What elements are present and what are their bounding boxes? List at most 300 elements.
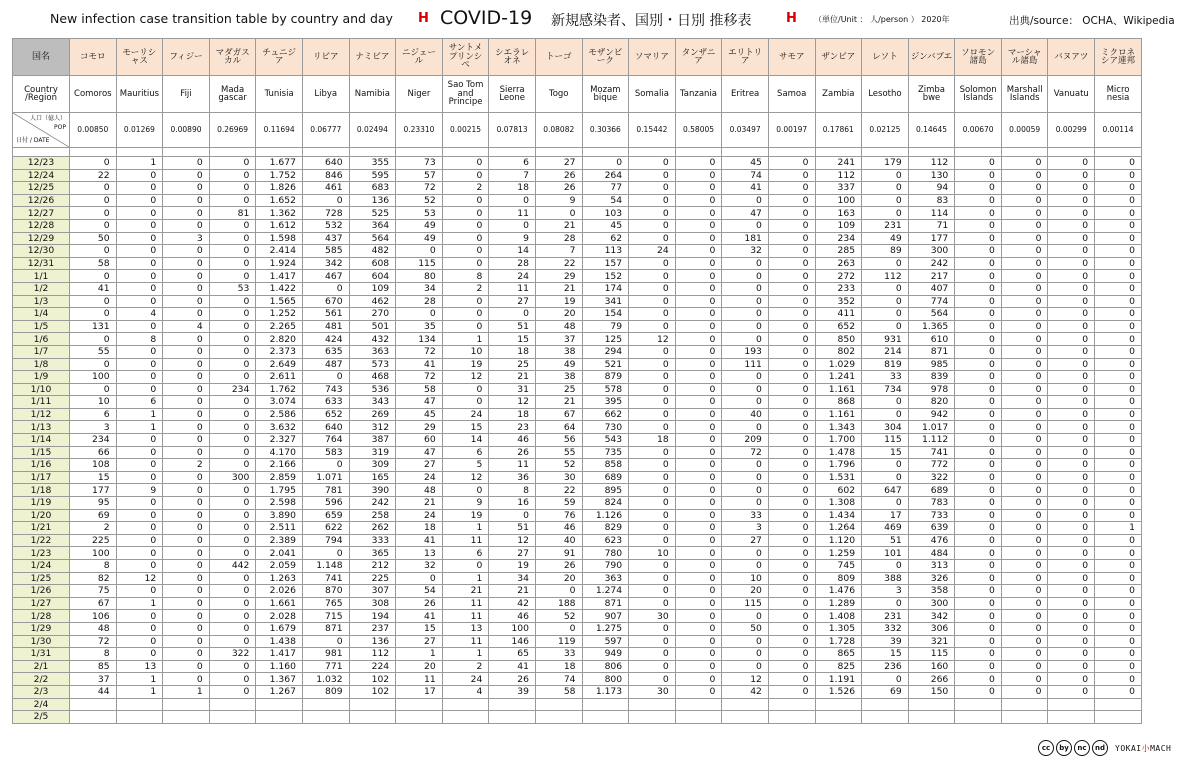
value-cell: 0 (675, 560, 722, 573)
value-cell: 1.071 (302, 471, 349, 484)
value-cell: 1.478 (815, 446, 862, 459)
value-cell: 0 (116, 219, 163, 232)
value-cell: 907 (582, 610, 629, 623)
value-cell: 774 (908, 295, 955, 308)
date-cell: 1/14 (13, 434, 70, 447)
value-cell: 2 (442, 182, 489, 195)
value-cell: 45 (582, 219, 629, 232)
country-name-en: Zambia (815, 76, 862, 113)
value-cell: 48 (396, 484, 443, 497)
value-cell: 0 (768, 219, 815, 232)
value-cell: 0 (1001, 320, 1048, 333)
value-cell: 978 (908, 383, 955, 396)
date-cell: 1/30 (13, 635, 70, 648)
value-cell: 0 (396, 245, 443, 258)
value-cell: 0 (442, 245, 489, 258)
value-cell: 0 (209, 421, 256, 434)
country-name-jp: バヌアツ (1048, 39, 1095, 76)
value-cell: 152 (582, 270, 629, 283)
value-cell: 1.434 (815, 509, 862, 522)
value-cell: 0 (675, 635, 722, 648)
value-cell: 0 (629, 660, 676, 673)
date-cell: 1/10 (13, 383, 70, 396)
value-cell: 0 (209, 522, 256, 535)
value-cell: 0 (675, 534, 722, 547)
value-cell: 0 (396, 308, 443, 321)
date-cell: 2/2 (13, 673, 70, 686)
value-cell: 0 (209, 509, 256, 522)
value-cell: 0 (768, 648, 815, 661)
country-name-en: Namibia (349, 76, 396, 113)
value-cell: 0 (722, 219, 769, 232)
value-cell: 0 (768, 459, 815, 472)
value-cell: 294 (582, 345, 629, 358)
table-row (13, 660, 1142, 673)
value-cell: 794 (302, 534, 349, 547)
value-cell: 49 (396, 232, 443, 245)
value-cell: 0 (1095, 182, 1142, 195)
value-cell: 482 (349, 245, 396, 258)
value-cell: 0 (163, 194, 210, 207)
value-cell: 0 (1048, 484, 1095, 497)
value-cell: 0 (862, 194, 909, 207)
value-cell: 0 (1001, 635, 1048, 648)
value-cell: 341 (582, 295, 629, 308)
value-cell: 0 (629, 282, 676, 295)
value-cell: 163 (815, 207, 862, 220)
value-cell: 0 (209, 358, 256, 371)
value-cell: 0 (1095, 383, 1142, 396)
value-cell: 0 (70, 308, 117, 321)
table-row (13, 333, 1142, 346)
population-cell: 0.07813 (489, 113, 536, 148)
spacer-cell (722, 148, 769, 157)
value-cell: 0 (1048, 673, 1095, 686)
date-cell: 1/21 (13, 522, 70, 535)
value-cell: 72 (396, 182, 443, 195)
value-cell: 1.120 (815, 534, 862, 547)
value-cell: 0 (955, 585, 1002, 598)
value-cell: 0 (862, 597, 909, 610)
value-cell: 12 (442, 371, 489, 384)
value-cell: 337 (815, 182, 862, 195)
value-cell: 1.259 (815, 547, 862, 560)
value-cell: 1 (442, 648, 489, 661)
value-cell: 76 (535, 509, 582, 522)
value-cell: 0 (302, 194, 349, 207)
value-cell: 0 (955, 396, 1002, 409)
value-cell: 9 (442, 497, 489, 510)
value-cell: 0 (442, 295, 489, 308)
value-cell: 0 (163, 345, 210, 358)
value-cell: 0 (675, 421, 722, 434)
population-cell: 0.14645 (908, 113, 955, 148)
value-cell: 0 (1095, 270, 1142, 283)
date-cell: 12/30 (13, 245, 70, 258)
value-cell: 0 (768, 522, 815, 535)
value-cell: 0 (209, 295, 256, 308)
value-cell: 34 (396, 282, 443, 295)
table-row (13, 572, 1142, 585)
value-cell (349, 711, 396, 724)
table-row (13, 320, 1142, 333)
value-cell: 652 (815, 320, 862, 333)
value-cell: 1.565 (256, 295, 303, 308)
value-cell: 3.074 (256, 396, 303, 409)
value-cell: 2 (70, 522, 117, 535)
value-cell: 69 (70, 509, 117, 522)
value-cell: 806 (582, 660, 629, 673)
unit-label: （単位/Unit ： 人/person ） 2020年 (814, 15, 950, 24)
value-cell: 0 (1048, 446, 1095, 459)
value-cell: 0 (955, 257, 1002, 270)
value-cell: 0 (163, 572, 210, 585)
value-cell: 0 (209, 219, 256, 232)
value-cell: 258 (349, 509, 396, 522)
value-cell: 0 (302, 547, 349, 560)
date-cell: 1/19 (13, 497, 70, 510)
value-cell: 0 (675, 660, 722, 673)
value-cell: 72 (722, 446, 769, 459)
value-cell: 481 (302, 320, 349, 333)
value-cell: 26 (535, 182, 582, 195)
value-cell: 0 (1095, 635, 1142, 648)
value-cell: 0 (116, 648, 163, 661)
value-cell: 610 (908, 333, 955, 346)
value-cell: 4 (163, 320, 210, 333)
value-cell: 741 (908, 446, 955, 459)
value-cell: 0 (1095, 610, 1142, 623)
table-row (13, 497, 1142, 510)
value-cell: 0 (629, 534, 676, 547)
value-cell: 39 (489, 685, 536, 698)
country-name-jp: コモロ (70, 39, 117, 76)
value-cell: 0 (1048, 207, 1095, 220)
value-cell: 0 (116, 257, 163, 270)
value-cell: 52 (535, 610, 582, 623)
value-cell: 0 (442, 396, 489, 409)
value-cell: 0 (209, 585, 256, 598)
table-row (13, 295, 1142, 308)
value-cell: 0 (1048, 648, 1095, 661)
value-cell: 53 (209, 282, 256, 295)
value-cell: 0 (629, 207, 676, 220)
value-cell: 0 (1048, 157, 1095, 170)
table-row (13, 685, 1142, 698)
value-cell: 0 (768, 320, 815, 333)
value-cell: 0 (1095, 371, 1142, 384)
value-cell: 0 (1095, 257, 1142, 270)
value-cell: 1.652 (256, 194, 303, 207)
value-cell: 0 (768, 497, 815, 510)
value-cell: 0 (768, 194, 815, 207)
value-cell (582, 711, 629, 724)
date-cell: 1/15 (13, 446, 70, 459)
value-cell: 0 (629, 219, 676, 232)
value-cell: 65 (489, 648, 536, 661)
value-cell: 521 (582, 358, 629, 371)
value-cell: 0 (768, 169, 815, 182)
value-cell: 25 (489, 358, 536, 371)
value-cell: 0 (209, 308, 256, 321)
value-cell: 0 (1095, 219, 1142, 232)
value-cell: 103 (582, 207, 629, 220)
value-cell (442, 711, 489, 724)
corner-population (13, 113, 70, 148)
value-cell: 30 (629, 685, 676, 698)
value-cell: 11 (442, 610, 489, 623)
value-cell: 114 (908, 207, 955, 220)
value-cell: 469 (862, 522, 909, 535)
value-cell: 868 (815, 396, 862, 409)
table-row (13, 345, 1142, 358)
value-cell: 0 (1001, 408, 1048, 421)
value-cell: 0 (209, 534, 256, 547)
value-cell: 269 (349, 408, 396, 421)
value-cell: 300 (209, 471, 256, 484)
value-cell: 0 (955, 522, 1002, 535)
value-cell (396, 711, 443, 724)
value-cell: 0 (675, 572, 722, 585)
corner-pop-line2: POP (54, 124, 66, 131)
value-cell: 319 (349, 446, 396, 459)
value-cell (209, 711, 256, 724)
value-cell: 16 (489, 497, 536, 510)
value-cell: 0 (163, 471, 210, 484)
value-cell: 388 (862, 572, 909, 585)
spacer-cell (489, 148, 536, 157)
table-row (13, 157, 1142, 170)
table-row (13, 219, 1142, 232)
value-cell: 0 (768, 308, 815, 321)
value-cell: 0 (768, 157, 815, 170)
value-cell: 0 (955, 169, 1002, 182)
value-cell: 11 (442, 597, 489, 610)
value-cell: 0 (768, 597, 815, 610)
date-cell: 1/23 (13, 547, 70, 560)
country-name-jp: トーゴ (535, 39, 582, 76)
value-cell: 0 (116, 282, 163, 295)
value-cell: 234 (209, 383, 256, 396)
value-cell: 363 (582, 572, 629, 585)
infection-table (12, 38, 1142, 724)
value-cell: 820 (908, 396, 955, 409)
value-cell: 0 (1001, 446, 1048, 459)
value-cell: 0 (1048, 534, 1095, 547)
value-cell: 0 (442, 257, 489, 270)
value-cell: 74 (722, 169, 769, 182)
value-cell: 309 (349, 459, 396, 472)
value-cell: 270 (349, 308, 396, 321)
date-cell: 1/24 (13, 560, 70, 573)
value-cell: 764 (302, 434, 349, 447)
value-cell: 0 (675, 622, 722, 635)
value-cell: 743 (302, 383, 349, 396)
value-cell: 0 (675, 597, 722, 610)
date-cell: 12/27 (13, 207, 70, 220)
value-cell: 333 (349, 534, 396, 547)
table-row (13, 459, 1142, 472)
value-cell (256, 711, 303, 724)
value-cell: 0 (675, 497, 722, 510)
value-cell: 573 (349, 358, 396, 371)
value-cell: 0 (768, 358, 815, 371)
value-cell: 24 (442, 408, 489, 421)
table-row (13, 471, 1142, 484)
value-cell (256, 698, 303, 711)
value-cell: 0 (675, 383, 722, 396)
value-cell: 9 (489, 232, 536, 245)
value-cell: 0 (675, 333, 722, 346)
value-cell: 871 (582, 597, 629, 610)
value-cell: 0 (163, 446, 210, 459)
value-cell: 0 (163, 421, 210, 434)
value-cell: 0 (722, 648, 769, 661)
value-cell: 45 (396, 408, 443, 421)
value-cell: 1.161 (815, 383, 862, 396)
table-row (13, 522, 1142, 535)
value-cell: 225 (70, 534, 117, 547)
date-cell: 1/16 (13, 459, 70, 472)
value-cell: 0 (862, 207, 909, 220)
value-cell: 0 (955, 572, 1002, 585)
value-cell: 100 (815, 194, 862, 207)
value-cell: 12 (489, 534, 536, 547)
table-row (13, 408, 1142, 421)
value-cell: 0 (955, 560, 1002, 573)
value-cell: 0 (582, 157, 629, 170)
value-cell: 300 (908, 597, 955, 610)
value-cell: 0 (955, 459, 1002, 472)
value-cell: 1.795 (256, 484, 303, 497)
date-cell: 1/12 (13, 408, 70, 421)
value-cell: 0 (1095, 509, 1142, 522)
value-cell: 1.148 (302, 560, 349, 573)
value-cell: 179 (862, 157, 909, 170)
value-cell: 4 (116, 308, 163, 321)
value-cell: 0 (955, 635, 1002, 648)
value-cell: 0 (629, 673, 676, 686)
page-header (0, 8, 1200, 34)
value-cell: 2.414 (256, 245, 303, 258)
value-cell: 772 (908, 459, 955, 472)
value-cell: 0 (1001, 434, 1048, 447)
value-cell: 0 (70, 245, 117, 258)
table-row (13, 560, 1142, 573)
date-cell: 1/5 (13, 320, 70, 333)
date-cell: 1/31 (13, 648, 70, 661)
value-cell: 0 (163, 547, 210, 560)
value-cell: 29 (396, 421, 443, 434)
value-cell: 1.289 (815, 597, 862, 610)
h-mark-right: H (786, 11, 797, 26)
header-row-japanese (13, 39, 1142, 76)
value-cell: 0 (675, 471, 722, 484)
table-row (13, 396, 1142, 409)
country-name-jp: ソマリア (629, 39, 676, 76)
value-cell: 49 (535, 358, 582, 371)
spacer-cell (1048, 148, 1095, 157)
value-cell: 0 (116, 622, 163, 635)
value-cell: 1 (116, 157, 163, 170)
value-cell: 0 (1001, 610, 1048, 623)
value-cell: 0 (442, 560, 489, 573)
value-cell: 1 (116, 673, 163, 686)
country-name-en: Sao Tom and Principe (442, 76, 489, 113)
value-cell: 0 (955, 610, 1002, 623)
value-cell: 0 (722, 421, 769, 434)
value-cell: 0 (489, 308, 536, 321)
value-cell: 242 (349, 497, 396, 510)
value-cell: 0 (1095, 673, 1142, 686)
value-cell: 27 (396, 459, 443, 472)
value-cell: 647 (862, 484, 909, 497)
value-cell: 0 (209, 547, 256, 560)
title-japanese: 新規感染者、国別・日別 推移表 (551, 13, 752, 29)
value-cell: 234 (70, 434, 117, 447)
value-cell: 45 (722, 157, 769, 170)
country-name-en: Fiji (163, 76, 210, 113)
value-cell: 51 (489, 522, 536, 535)
value-cell: 639 (908, 522, 955, 535)
value-cell: 0 (442, 194, 489, 207)
value-cell: 0 (629, 585, 676, 598)
value-cell: 981 (302, 648, 349, 661)
table-row (13, 534, 1142, 547)
value-cell: 18 (535, 660, 582, 673)
date-cell: 1/2 (13, 282, 70, 295)
value-cell: 0 (675, 484, 722, 497)
value-cell: 0 (955, 446, 1002, 459)
value-cell: 0 (675, 547, 722, 560)
value-cell: 1.924 (256, 257, 303, 270)
value-cell: 0 (442, 484, 489, 497)
value-cell: 33 (862, 371, 909, 384)
value-cell: 487 (302, 358, 349, 371)
table-row (13, 232, 1142, 245)
value-cell: 0 (862, 471, 909, 484)
value-cell: 165 (349, 471, 396, 484)
value-cell: 0 (163, 157, 210, 170)
value-cell: 1.408 (815, 610, 862, 623)
value-cell: 1.365 (908, 320, 955, 333)
value-cell: 858 (582, 459, 629, 472)
value-cell: 0 (116, 635, 163, 648)
country-name-jp: フィジー (163, 39, 210, 76)
value-cell: 871 (908, 345, 955, 358)
value-cell: 662 (582, 408, 629, 421)
spacer-cell (582, 148, 629, 157)
value-cell: 58 (396, 383, 443, 396)
value-cell: 27 (722, 534, 769, 547)
value-cell: 0 (768, 446, 815, 459)
value-cell (396, 698, 443, 711)
value-cell: 870 (302, 585, 349, 598)
value-cell: 50 (722, 622, 769, 635)
value-cell: 31 (489, 383, 536, 396)
value-cell: 39 (862, 635, 909, 648)
value-cell: 1 (116, 597, 163, 610)
value-cell: 21 (535, 396, 582, 409)
value-cell: 0 (116, 320, 163, 333)
value-cell: 0 (768, 408, 815, 421)
value-cell: 683 (349, 182, 396, 195)
value-cell (70, 711, 117, 724)
value-cell: 0 (209, 169, 256, 182)
population-cell: 0.01269 (116, 113, 163, 148)
country-name-jp: ジンバブエ (908, 39, 955, 76)
value-cell: 12 (489, 396, 536, 409)
